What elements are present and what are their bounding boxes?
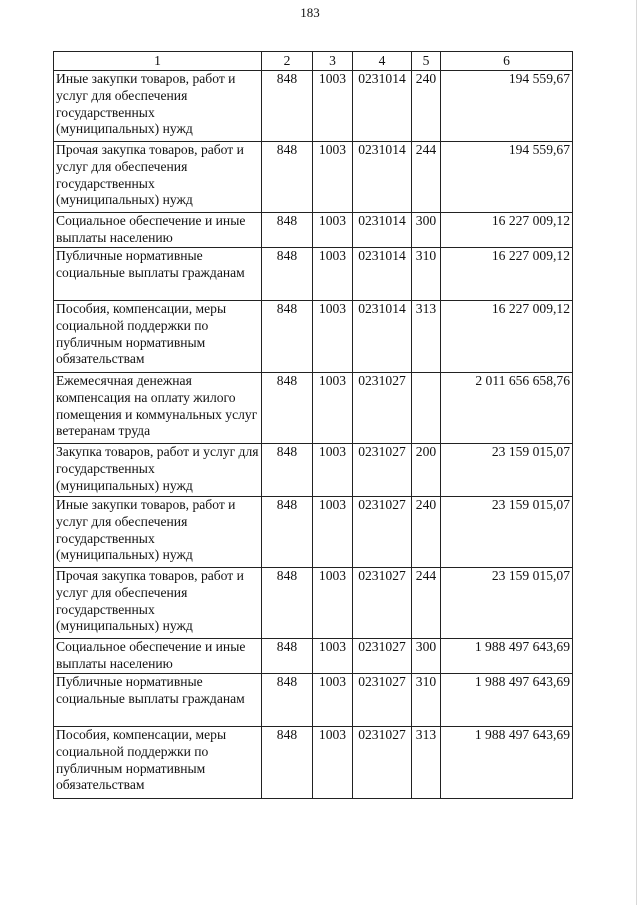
row-name: Иные закупки товаров, работ и услуг для обеспечения государственных (муниципальных) нужд [54, 497, 262, 568]
row-expense-type: 240 [412, 71, 441, 142]
row-ministry: 848 [262, 142, 313, 213]
row-target: 0231027 [353, 727, 412, 799]
row-expense-type: 300 [412, 213, 441, 248]
row-amount: 1 988 497 643,69 [441, 674, 573, 727]
row-amount: 16 227 009,12 [441, 248, 573, 301]
row-section: 1003 [313, 497, 353, 568]
row-section: 1003 [313, 444, 353, 497]
header-cell-section: 3 [313, 52, 353, 71]
row-target: 0231027 [353, 373, 412, 444]
table-header-row [54, 52, 573, 71]
row-name: Пособия, компенсации, меры социальной поддержки по публичным нормативным обязательствам [54, 301, 262, 373]
row-expense-type: 200 [412, 444, 441, 497]
row-ministry: 848 [262, 497, 313, 568]
header-cell-target: 4 [353, 52, 412, 71]
row-ministry: 848 [262, 568, 313, 639]
table-row [54, 674, 573, 727]
table-row [54, 568, 573, 639]
row-ministry: 848 [262, 444, 313, 497]
row-section: 1003 [313, 568, 353, 639]
header-cell-expense-type: 5 [412, 52, 441, 71]
row-expense-type: 244 [412, 568, 441, 639]
table-row [54, 497, 573, 568]
row-expense-type: 244 [412, 142, 441, 213]
row-name: Публичные нормативные социальные выплаты гражданам [54, 248, 262, 301]
row-expense-type: 240 [412, 497, 441, 568]
row-amount: 23 159 015,07 [441, 497, 573, 568]
row-ministry: 848 [262, 301, 313, 373]
row-section: 1003 [313, 142, 353, 213]
row-ministry: 848 [262, 674, 313, 727]
header-cell-amount: 6 [441, 52, 573, 71]
row-ministry: 848 [262, 373, 313, 444]
row-name: Прочая закупка товаров, работ и услуг для обеспечения государственных (муниципальных) нужд [54, 568, 262, 639]
table-row [54, 142, 573, 213]
row-expense-type: 313 [412, 727, 441, 799]
row-name: Социальное обеспечение и иные выплаты населению [54, 639, 262, 674]
row-name: Прочая закупка товаров, работ и услуг для обеспечения государственных (муниципальных) нужд [54, 142, 262, 213]
row-section: 1003 [313, 373, 353, 444]
row-ministry: 848 [262, 248, 313, 301]
page-number: 183 [300, 5, 320, 20]
row-target: 0231014 [353, 71, 412, 142]
row-amount: 1 988 497 643,69 [441, 727, 573, 799]
table-row [54, 213, 573, 248]
row-section: 1003 [313, 213, 353, 248]
row-target: 0231027 [353, 674, 412, 727]
row-name: Пособия, компенсации, меры социальной поддержки по публичным нормативным обязательствам [54, 727, 262, 799]
row-amount: 194 559,67 [441, 71, 573, 142]
row-expense-type: 310 [412, 674, 441, 727]
row-amount: 23 159 015,07 [441, 444, 573, 497]
row-section: 1003 [313, 71, 353, 142]
row-ministry: 848 [262, 71, 313, 142]
row-name: Ежемесячная денежная компенсация на оплату жилого помещения и коммунальных услуг ветеранам труда [54, 373, 262, 444]
row-target: 0231027 [353, 444, 412, 497]
row-target: 0231014 [353, 248, 412, 301]
row-expense-type: 313 [412, 301, 441, 373]
row-amount: 16 227 009,12 [441, 213, 573, 248]
row-target: 0231027 [353, 639, 412, 674]
row-name: Публичные нормативные социальные выплаты гражданам [54, 674, 262, 727]
row-name: Закупка товаров, работ и услуг для государственных (муниципальных) нужд [54, 444, 262, 497]
row-section: 1003 [313, 248, 353, 301]
header-cell-ministry: 2 [262, 52, 313, 71]
header-cell-name: 1 [54, 52, 262, 71]
row-name: Иные закупки товаров, работ и услуг для обеспечения государственных (муниципальных) нужд [54, 71, 262, 142]
page-edge-line [636, 0, 637, 905]
row-target: 0231027 [353, 497, 412, 568]
budget-table [53, 51, 573, 799]
table-row [54, 301, 573, 373]
table-row [54, 373, 573, 444]
row-target: 0231014 [353, 213, 412, 248]
row-section: 1003 [313, 727, 353, 799]
row-target: 0231027 [353, 568, 412, 639]
table-row [54, 727, 573, 799]
row-ministry: 848 [262, 213, 313, 248]
table-row [54, 71, 573, 142]
row-amount: 194 559,67 [441, 142, 573, 213]
row-target: 0231014 [353, 301, 412, 373]
row-expense-type: 300 [412, 639, 441, 674]
row-expense-type [412, 373, 441, 444]
row-amount: 1 988 497 643,69 [441, 639, 573, 674]
table-row [54, 639, 573, 674]
row-name: Социальное обеспечение и иные выплаты населению [54, 213, 262, 248]
row-ministry: 848 [262, 727, 313, 799]
row-amount: 23 159 015,07 [441, 568, 573, 639]
row-amount: 2 011 656 658,76 [441, 373, 573, 444]
row-section: 1003 [313, 301, 353, 373]
row-target: 0231014 [353, 142, 412, 213]
row-section: 1003 [313, 674, 353, 727]
row-section: 1003 [313, 639, 353, 674]
table-row [54, 248, 573, 301]
row-amount: 16 227 009,12 [441, 301, 573, 373]
table-row [54, 444, 573, 497]
row-expense-type: 310 [412, 248, 441, 301]
row-ministry: 848 [262, 639, 313, 674]
